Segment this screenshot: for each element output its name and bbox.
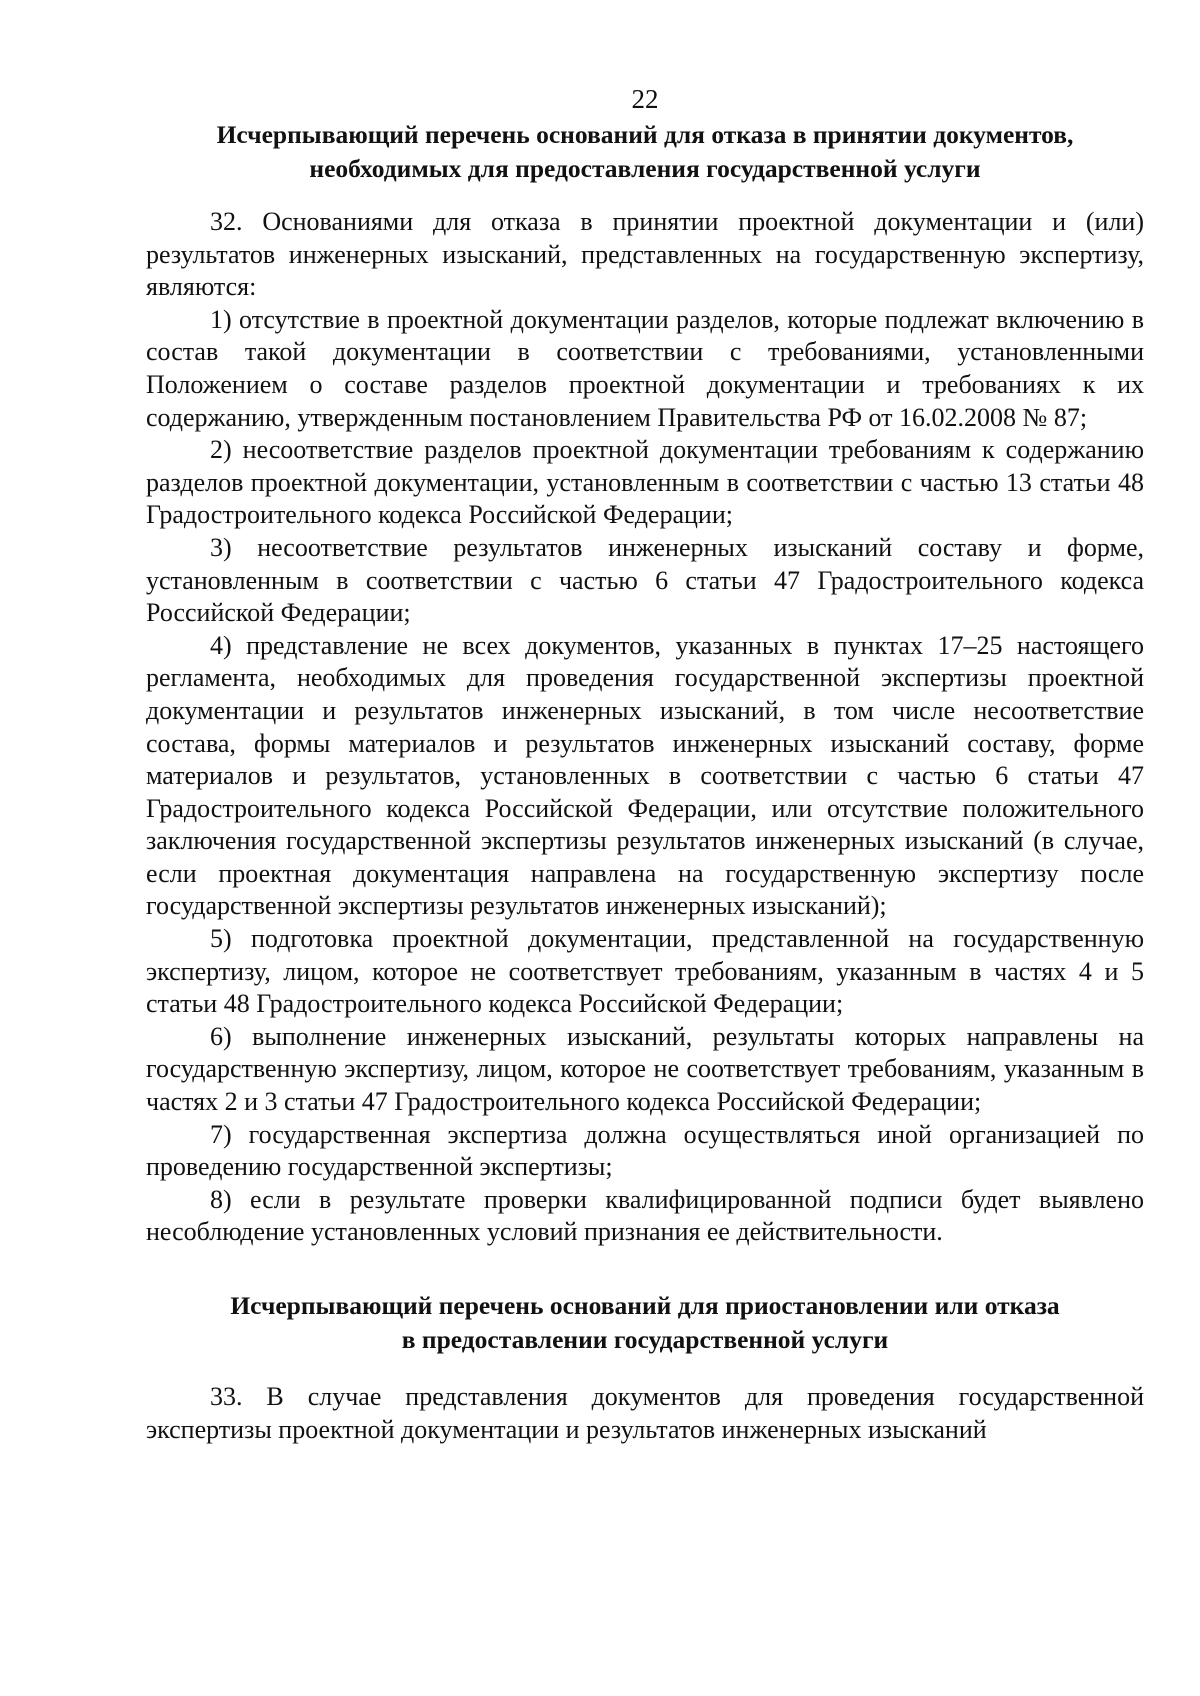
paragraph-33: 33. В случае представления документов для проведения государственной экспертизы проектной документации и результатов инженерных изысканий: [146, 1382, 1144, 1444]
list-item-1: 1) отсутствие в проектной документации разделов, которые подлежат включению в состав такой документации в соответствии с требованиями, установленными Положением о составе разделов проектной документации и требованиях к их содержанию, утвержденным постановлением Правительства РФ от 16.02.2008 № 87;: [146, 304, 1144, 432]
list-item-4: 4) представление не всех документов, указанных в пунктах 17–25 настоящего регламента, необходимых для проведения государственной экспертизы проектной документации и результатов инженерных изысканий, в том числе несоответствие состава, формы материалов и результатов инженерных изысканий составу, форме материалов и результатов, установленных в соответствии с частью 6 статьи 47 Градостроительного кодекса Российской Федерации, или отсутствие положительного заключения государственной экспертизы результатов инженерных изысканий (в случае, если проектная документация направлена на государственную экспертизу после государственной экспертизы результатов инженерных изысканий);: [146, 630, 1144, 921]
section-heading-refusal-acceptance: [146, 118, 1144, 186]
heading-line: Исчерпывающий перечень оснований для приостановлении или отказа: [230, 1291, 1060, 1320]
section-body-suspension-refusal: [146, 1381, 1144, 1446]
heading-line: необходимых для предоставления государственной услуги: [309, 154, 981, 183]
list-item-2: 2) несоответствие разделов проектной документации требованиям к содержанию разделов проектной документации, установленным в соответствии с частью 13 статьи 48 Градостроительного кодекса Российской Федерации;: [146, 435, 1144, 530]
paragraph-32: 32. Основаниями для отказа в принятии проектной документации и (или) результатов инженерных изысканий, представленных на государственную экспертизу, являются:: [146, 207, 1144, 302]
section-heading-suspension-refusal: [146, 1289, 1144, 1357]
list-item-5: 5) подготовка проектной документации, представленной на государственную экспертизу, лицом, которое не соответствует требованиям, указанным в частях 4 и 5 статьи 48 Градостроительного кодекса Российской Федерации;: [146, 924, 1144, 1019]
page-number: 22: [631, 84, 659, 114]
heading-line: в предоставлении государственной услуги: [401, 1325, 889, 1354]
list-item-3: 3) несоответствие результатов инженерных изысканий составу и форме, установленным в соответствии с частью 6 статьи 47 Градостроительного кодекса Российской Федерации;: [146, 532, 1144, 628]
list-item-6: 6) выполнение инженерных изысканий, результаты которых направлены на государственную экспертизу, лицом, которое не соответствует требованиям, указанным в частях 2 и 3 статьи 47 Градостроительного кодекса Российской Федерации;: [146, 1021, 1144, 1117]
list-item-8: 8) если в результате проверки квалифицированной подписи будет выявлено несоблюдение установленных условий признания ее действительности.: [146, 1184, 1144, 1247]
heading-line: Исчерпывающий перечень оснований для отказа в принятии документов,: [216, 120, 1074, 149]
section-body-refusal-acceptance: [146, 206, 1144, 1249]
page-content: [146, 82, 1144, 1446]
list-item-7: 7) государственная экспертиза должна осуществляться иной организацией по проведению государственной экспертизы;: [146, 1119, 1144, 1182]
